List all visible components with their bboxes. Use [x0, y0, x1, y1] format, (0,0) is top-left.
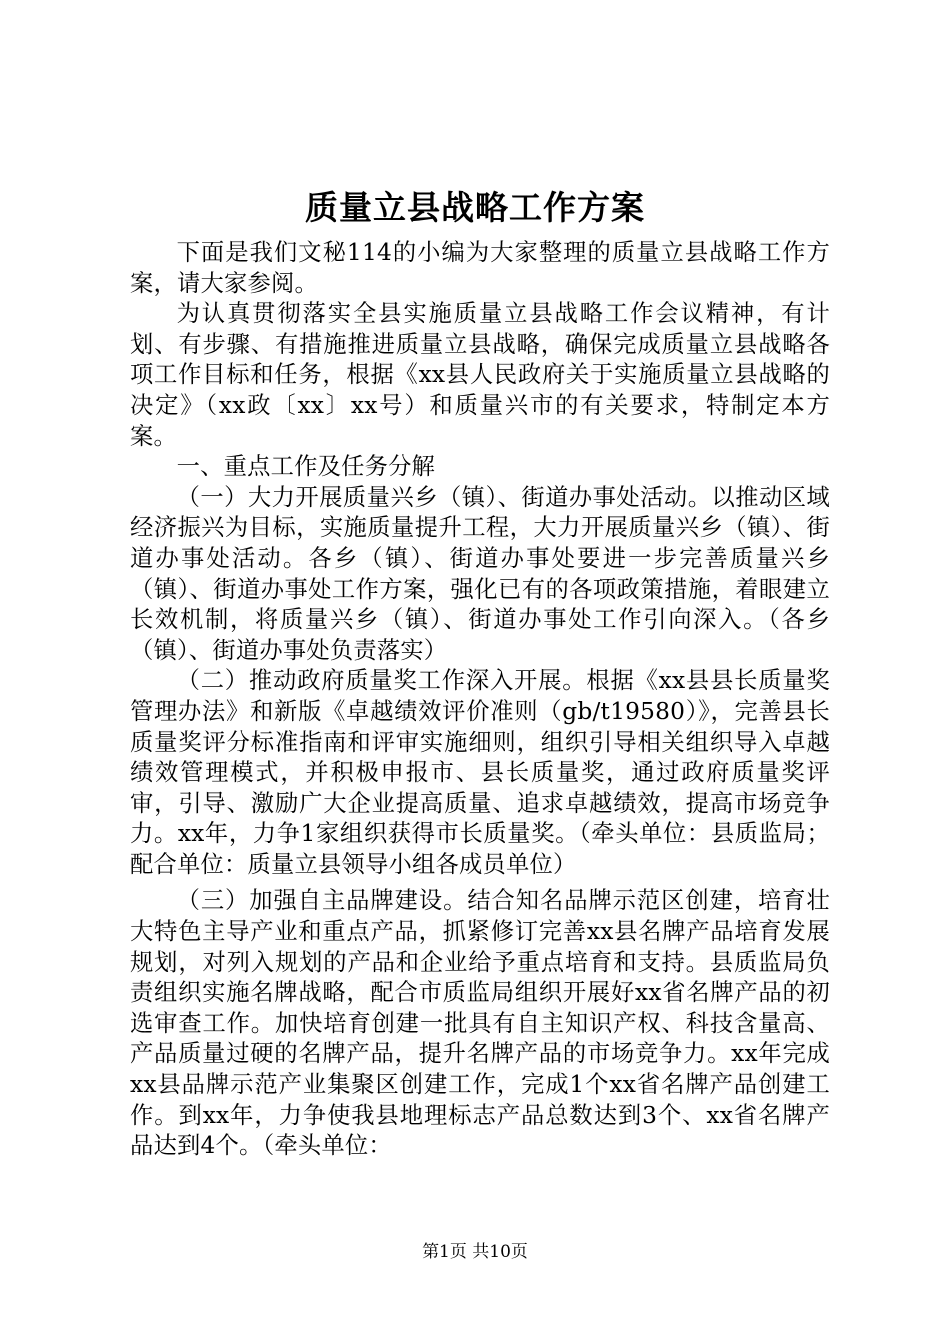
paragraph-intro: 下面是我们文秘114的小编为大家整理的质量立县战略工作方案，请大家参阅。: [130, 239, 830, 297]
document-body: [130, 238, 830, 1162]
paragraph-item-3: （三）加强自主品牌建设。结合知名品牌示范区创建，培育壮大特色主导产业和重点产品，抓紧修订完善xx县名牌产品培育发展规划，对列入规划的产品和企业给予重点培育和支持。县质监局负责组织实施名牌战略，配合市质监局组织开展好xx省名牌产品的初选审查工作。加快培育创建一批具有自主知识产权、科技含量高、产品质量过硬的名牌产品，提升名牌产品的市场竞争力。xx年完成xx县品牌示范产业集聚区创建工作，完成1个xx省名牌产品创建工作。到xx年，力争使我县地理标志产品总数达到3个、xx省名牌产品达到4个。（牵头单位：: [130, 887, 830, 1160]
page-number-footer: 第1页 共10页: [422, 1242, 528, 1262]
paragraph-item-2: （二）推动政府质量奖工作深入开展。根据《xx县县长质量奖管理办法》和新版《卓越绩效评价准则（gb/t19580）》，完善县长质量奖评分标准指南和评审实施细则，组织引导相关组织导入卓越绩效管理模式，并积极申报市、县长质量奖，通过政府质量奖评审，引导、激励广大企业提高质量、追求卓越绩效，提高市场竞争力。xx年，力争1家组织获得市长质量奖。（牵头单位：县质监局；配合单位：质量立县领导小组各成员单位）: [130, 667, 830, 878]
paragraph-purpose: 为认真贯彻落实全县实施质量立县战略工作会议精神，有计划、有步骤、有措施推进质量立县战略，确保完成质量立县战略各项工作目标和任务，根据《xx县人民政府关于实施质量立县战略的决定》（xx政〔xx〕xx号）和质量兴市的有关要求，特制定本方案。: [130, 300, 830, 450]
section-heading: 一、重点工作及任务分解: [176, 453, 436, 481]
paragraph-item-1: （一）大力开展质量兴乡（镇）、街道办事处活动。以推动区域经济振兴为目标，实施质量提升工程，大力开展质量兴乡（镇）、街道办事处活动。各乡（镇）、街道办事处要进一步完善质量兴乡（镇）、街道办事处工作方案，强化已有的各项政策措施，着眼建立长效机制，将质量兴乡（镇）、街道办事处工作引向深入。（各乡（镇）、街道办事处负责落实）: [130, 483, 830, 664]
document-title: 质量立县战略工作方案: [305, 188, 645, 227]
